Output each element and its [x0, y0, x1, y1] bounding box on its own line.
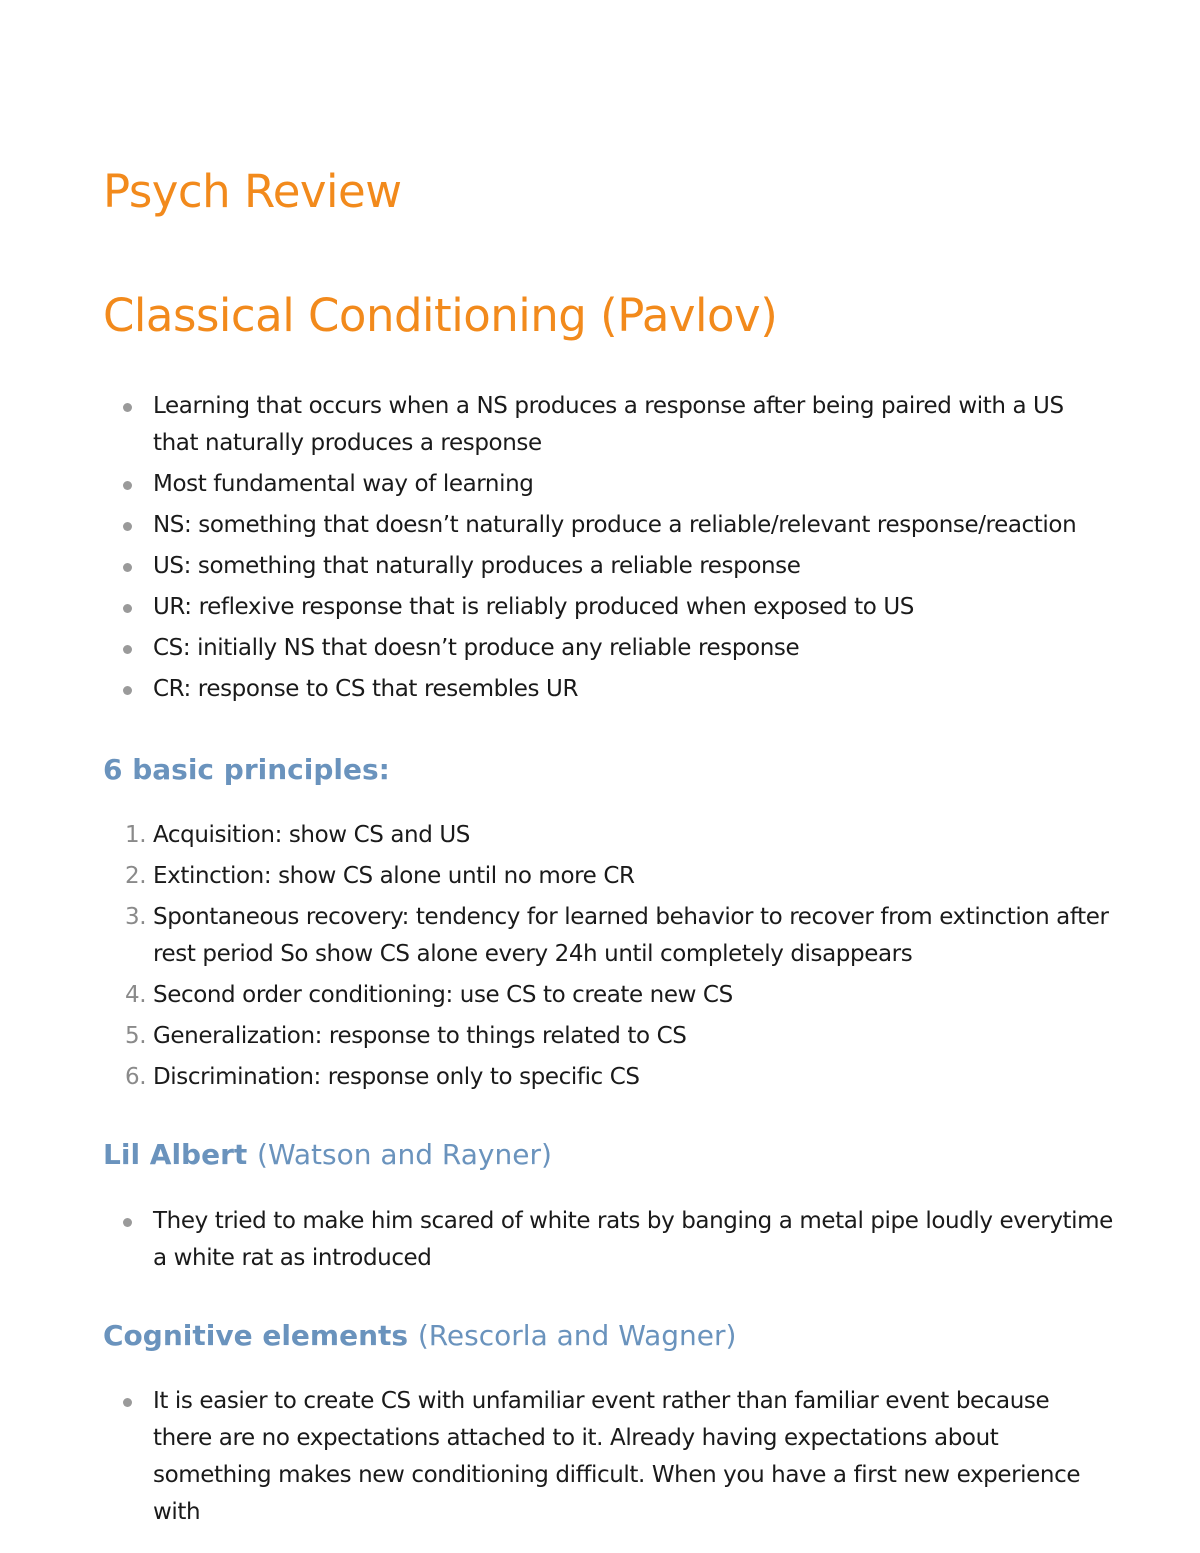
list-number: 1.	[125, 822, 147, 848]
list-item	[103, 1059, 1113, 1096]
list-item-text: Generalization: response to things related to CS	[153, 1023, 687, 1049]
list-item	[103, 899, 1113, 973]
list-item: UR: reflexive response that is reliably produced when exposed to US	[103, 589, 1113, 626]
list-item: It is easier to create CS with unfamiliar event rather than familiar event because there are no expectations attached to it. Already having expectations about something makes new conditioning difficult. When you have a first new experience with	[103, 1383, 1113, 1531]
list-number: 3.	[125, 904, 147, 930]
list-item: NS: something that doesn’t naturally produce a reliable/relevant response/reaction	[103, 507, 1113, 544]
list-number: 5.	[125, 1023, 147, 1049]
list-item: CS: initially NS that doesn’t produce any reliable response	[103, 630, 1113, 667]
list-item	[103, 1018, 1113, 1055]
list-item	[103, 977, 1113, 1014]
list-item: Learning that occurs when a NS produces a response after being paired with a US that naturally produces a response	[103, 388, 1113, 462]
heading-basic-principles: 6 basic principles:	[103, 753, 390, 786]
list-item-text: Spontaneous recovery: tendency for learned behavior to recover from extinction after rest period So show CS alone every 24h until completely disappears	[153, 904, 1109, 967]
albert-bullet-list	[103, 1203, 1113, 1281]
heading-text: Lil Albert	[103, 1138, 248, 1171]
list-item: They tried to make him scared of white rats by banging a metal pipe loudly everytime a white rat as introduced	[103, 1203, 1113, 1277]
list-item-text: Second order conditioning: use CS to create new CS	[153, 982, 733, 1008]
list-item-text: Extinction: show CS alone until no more CR	[153, 863, 635, 889]
list-number: 6.	[125, 1064, 147, 1090]
list-item-text: Acquisition: show CS and US	[153, 822, 470, 848]
principles-list	[103, 817, 1113, 1100]
heading-cognitive-elements	[103, 1318, 736, 1354]
list-item: CR: response to CS that resembles UR	[103, 671, 1113, 708]
heading-authors: (Rescorla and Wagner)	[417, 1319, 737, 1352]
list-item	[103, 817, 1113, 854]
heading-authors: (Watson and Rayner)	[257, 1138, 552, 1171]
heading-lil-albert	[103, 1137, 552, 1173]
list-number: 2.	[125, 863, 147, 889]
cognitive-bullet-list	[103, 1383, 1113, 1535]
heading-text: Cognitive elements	[103, 1319, 409, 1352]
list-item: US: something that naturally produces a reliable response	[103, 548, 1113, 585]
list-item	[103, 858, 1113, 895]
document-title: Psych Review	[103, 165, 402, 218]
list-item-text: Discrimination: response only to specific CS	[153, 1064, 640, 1090]
list-item: Most fundamental way of learning	[103, 466, 1113, 503]
heading-classical-conditioning: Classical Conditioning (Pavlov)	[103, 289, 778, 342]
list-number: 4.	[125, 982, 147, 1008]
intro-bullet-list	[103, 388, 1113, 712]
